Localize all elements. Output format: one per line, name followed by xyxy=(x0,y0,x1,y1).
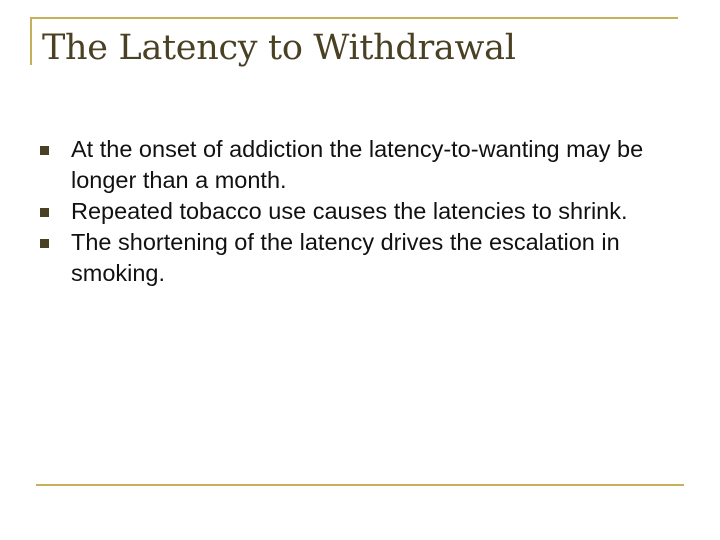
bullet-text: At the onset of addiction the latency-to-wanting may be longer than a month. xyxy=(71,136,644,193)
bullet-text: The shortening of the latency drives the escalation in smoking. xyxy=(71,229,620,286)
slide-title: The Latency to Withdrawal xyxy=(42,28,516,68)
bullet-list xyxy=(38,134,678,289)
bullet-text: Repeated tobacco use causes the latencies to shrink. xyxy=(71,198,628,224)
square-bullet-icon xyxy=(40,146,49,155)
square-bullet-icon xyxy=(40,208,49,217)
bullet-item xyxy=(38,196,678,227)
bottom-accent-rule xyxy=(36,484,684,486)
top-accent-rule xyxy=(30,17,678,19)
bullet-item xyxy=(38,134,678,196)
left-accent-rule xyxy=(30,17,32,65)
square-bullet-icon xyxy=(40,239,49,248)
bullet-item xyxy=(38,227,678,289)
